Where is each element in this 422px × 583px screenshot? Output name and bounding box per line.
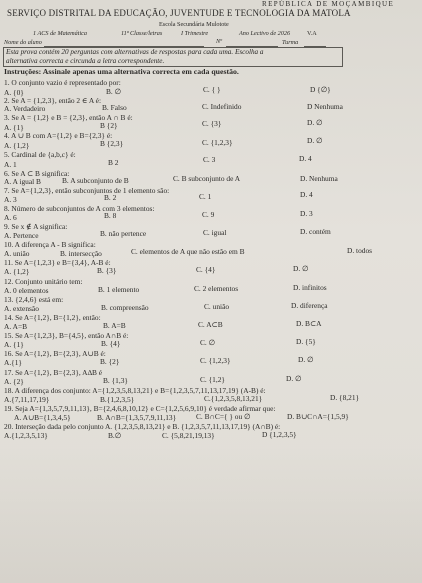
q8-option-b[interactable]: B. 8 xyxy=(104,211,117,220)
question-20: 20. Interseção dada pelo conjunto A. {1,2,3,5,8,13,21} e B. {1,2,3,5,7,11,13,17,19} (A∩B) é: xyxy=(4,422,281,431)
q2-option-c[interactable]: C. Indefinido xyxy=(202,102,242,111)
q10-option-d[interactable]: D. todos xyxy=(347,246,373,255)
q1-option-a[interactable]: A. {0} xyxy=(4,88,24,97)
turma-label: Turma xyxy=(282,39,299,46)
q5-option-a[interactable]: A. 1 xyxy=(4,160,17,169)
q13-option-b[interactable]: B. compreensão xyxy=(101,303,149,312)
q3-option-d[interactable]: D. ∅ xyxy=(307,118,323,127)
question-5: 5. Cardinal de {a,b,c} é: xyxy=(4,150,76,159)
class-label: 11ª Classe/letras xyxy=(121,30,163,37)
q11-option-c[interactable]: C. {4} xyxy=(196,265,216,274)
q16-option-d[interactable]: D. ∅ xyxy=(298,355,314,364)
q20-option-a[interactable]: A.{1,2,3,5,13} xyxy=(4,431,48,440)
question-15: 15. Se A={1,2,3}, B={4,5}, então A∩B é: xyxy=(4,331,129,340)
q7-option-c[interactable]: C. 1 xyxy=(199,192,212,201)
question-17: 17. Se A={1,2}, B={2,3}, A∆B é xyxy=(4,368,103,377)
q9-option-a[interactable]: A. Pertence xyxy=(4,231,39,240)
question-9: 9. Se x ∉ A significa: xyxy=(4,222,68,231)
q19-option-a[interactable]: A. A∪B={1,3,4,5} xyxy=(14,413,71,422)
q1-option-c[interactable]: C. { } xyxy=(203,85,221,94)
q6-option-b[interactable]: B. A subconjunto de B xyxy=(62,176,129,185)
question-18: 18. A diferença dos conjunto: A={1,2,3,5,8,13,21} e B={1,2,3,5,7,11,13,17,19} (A-B) é: xyxy=(4,386,266,395)
q20-option-d[interactable]: D {1,2,3,5} xyxy=(262,430,297,439)
question-16: 16. Se A={1,2}, B={2,3}, A∪B é: xyxy=(4,349,106,358)
q9-option-d[interactable]: D. contém xyxy=(300,227,331,236)
q18-option-c[interactable]: C.{1,2,3,5,8,13,21} xyxy=(204,394,263,403)
student-name-label: Nome do aluno xyxy=(4,39,42,46)
school-name: Escola Secundária Mulotote xyxy=(159,21,229,28)
q18-option-b[interactable]: B.{1,2,3,5} xyxy=(100,395,135,404)
q19-option-c[interactable]: C. B∩C={ } ou ∅ xyxy=(196,412,251,421)
q16-option-b[interactable]: B. {2} xyxy=(100,357,120,366)
q12-option-a[interactable]: A. 0 elementos xyxy=(4,286,49,295)
question-7: 7. Se A={1,2,3}, então subconjuntos de 1 elemento são: xyxy=(4,186,170,195)
question-12: 12. Conjunto unitário tem: xyxy=(4,277,83,286)
q16-option-c[interactable]: C. {1,2,3} xyxy=(200,356,231,365)
q15-option-c[interactable]: C. ∅ xyxy=(200,338,216,347)
q12-option-c[interactable]: C. 2 elementos xyxy=(194,284,239,293)
q6-option-a[interactable]: A. A igual B xyxy=(4,177,41,186)
q11-option-d[interactable]: D. ∅ xyxy=(293,264,309,273)
q14-option-d[interactable]: D. B⊂A xyxy=(296,319,322,328)
q3-option-a[interactable]: A. {1} xyxy=(4,123,24,132)
q13-option-a[interactable]: A. extensão xyxy=(4,304,39,313)
question-3: 3. Se A = {1,2} e B = {2,3}, então A ∩ B é: xyxy=(4,113,133,122)
q15-option-a[interactable]: A. {1} xyxy=(4,340,24,349)
question-4: 4. A ∪ B com A={1,2} e B={2,3} é: xyxy=(4,131,113,140)
service-heading: SERVIÇO DISTRITAL DA EDUCAÇÃO, JUVENTUDE E TECNOLOGIA DA MATOLA xyxy=(7,8,351,18)
q6-option-d[interactable]: D. Nenhuma xyxy=(300,174,338,183)
q11-option-b[interactable]: B. {3} xyxy=(97,266,117,275)
q2-option-b[interactable]: B. Falso xyxy=(102,103,127,112)
q4-option-d[interactable]: D. ∅ xyxy=(307,136,323,145)
q12-option-d[interactable]: D. infinitos xyxy=(293,283,327,292)
question-19: 19. Seja A={1,3,5,7,9,11,13}, B={2,4,6,8,10,12} e C={1,2,5,6,9,10} é verdade afirmar que: xyxy=(4,404,276,413)
q17-option-a[interactable]: A. {2} xyxy=(4,377,24,386)
q20-option-c[interactable]: C. {5,8,21,19,13} xyxy=(162,431,215,440)
q3-option-b[interactable]: B {2} xyxy=(100,121,118,130)
question-2: 2. Se A = {1,2,3}, então 2 ∈ A é: xyxy=(4,96,101,105)
question-1: 1. O conjunto vazio é representado por: xyxy=(4,78,121,87)
q14-option-c[interactable]: C. A⊂B xyxy=(198,320,223,329)
q9-option-c[interactable]: C. igual xyxy=(203,228,227,237)
q4-option-a[interactable]: A. {1,2} xyxy=(4,141,30,150)
question-14: 14. Se A={1,2}, B={1,2}, então: xyxy=(4,313,101,322)
q8-option-a[interactable]: A. 6 xyxy=(4,213,17,222)
q2-option-d[interactable]: D Nenhuma xyxy=(307,102,343,111)
q10-option-b[interactable]: B. intersecção xyxy=(60,249,102,258)
q6-option-c[interactable]: C. B subconjunto de A xyxy=(173,174,241,183)
trimester-label: I Trimestre xyxy=(181,30,209,37)
school-year: Ano Lectivo de 2026 xyxy=(239,30,291,37)
q14-option-b[interactable]: B. A=B xyxy=(103,321,126,330)
intro-line-1: Esta prova contém 20 perguntas com alternativas de respostas para cada uma. Escolha a xyxy=(6,48,264,56)
q5-option-b[interactable]: B 2 xyxy=(108,158,119,167)
q8-option-d[interactable]: D. 3 xyxy=(300,209,313,218)
q8-option-c[interactable]: C. 9 xyxy=(202,210,215,219)
q2-option-a[interactable]: A. Verdadeiro xyxy=(4,104,46,113)
q13-option-d[interactable]: D. diferença xyxy=(291,301,328,310)
question-13: 13. {2,4,6} está em: xyxy=(4,295,64,304)
q5-option-c[interactable]: C. 3 xyxy=(203,155,216,164)
instructions: Instruções: Assinale apenas uma alternativa correcta em cada questão. xyxy=(4,67,239,76)
q3-option-c[interactable]: C. {3} xyxy=(202,119,222,128)
intro-line-2: alternativa correcta e circunda a letra correspondente. xyxy=(6,57,165,65)
test-name: 1 ACS de Matemática xyxy=(33,30,88,37)
q12-option-b[interactable]: B. 1 elemento xyxy=(98,285,140,294)
q9-option-b[interactable]: B. não pertence xyxy=(100,229,147,238)
q13-option-c[interactable]: C. união xyxy=(204,302,230,311)
q17-option-b[interactable]: B. {1,3} xyxy=(103,376,128,385)
republic-heading: REPÚBLICA DE MOÇAMBIQUE xyxy=(262,0,395,8)
question-11: 11. Se A={1,2,3} e B={3,4}, A-B é: xyxy=(4,258,111,267)
q15-option-b[interactable]: B. {4} xyxy=(101,339,121,348)
q17-option-c[interactable]: C. {1,2} xyxy=(200,375,225,384)
q7-option-d[interactable]: D. 4 xyxy=(300,190,313,199)
q4-option-b[interactable]: B {2,3} xyxy=(100,139,124,148)
version-label: V.A xyxy=(307,30,317,37)
student-number-label: Nº xyxy=(216,38,223,45)
q19-option-d[interactable]: D. B∪C∩A={1,5,9} xyxy=(287,412,349,421)
q15-option-d[interactable]: D. {5} xyxy=(296,337,316,346)
paper-lower-area xyxy=(0,445,422,583)
q10-option-a[interactable]: A. união xyxy=(4,249,30,258)
q18-option-a[interactable]: A.{7,11,17,19} xyxy=(4,395,50,404)
q4-option-c[interactable]: C. {1,2,3} xyxy=(202,138,233,147)
q14-option-a[interactable]: A. A=B xyxy=(4,322,28,331)
q5-option-d[interactable]: D. 4 xyxy=(299,154,312,163)
question-10: 10. A diferença A - B significa: xyxy=(4,240,96,249)
q18-option-d[interactable]: D. {8,21} xyxy=(330,393,360,402)
question-6: 6. Se A ⊂ B significa: xyxy=(4,169,70,178)
q10-option-c[interactable]: C. elementos de A que não estão em B xyxy=(131,247,245,256)
q16-option-a[interactable]: A.{1} xyxy=(4,358,22,367)
q11-option-a[interactable]: A. {1,2} xyxy=(4,267,30,276)
q1-option-b[interactable]: B. ∅ xyxy=(106,87,122,96)
question-8: 8. Número de subconjuntos de A com 3 elementos: xyxy=(4,204,155,213)
q7-option-a[interactable]: A. 3 xyxy=(4,195,17,204)
q19-option-b[interactable]: B. A∩B={1,3,5,7,9,11,13} xyxy=(97,413,177,422)
q20-option-b[interactable]: B.∅ xyxy=(108,431,122,440)
q17-option-d[interactable]: D. ∅ xyxy=(286,374,302,383)
q1-option-d[interactable]: D {∅} xyxy=(310,85,331,94)
q7-option-b[interactable]: B. 2 xyxy=(104,193,117,202)
